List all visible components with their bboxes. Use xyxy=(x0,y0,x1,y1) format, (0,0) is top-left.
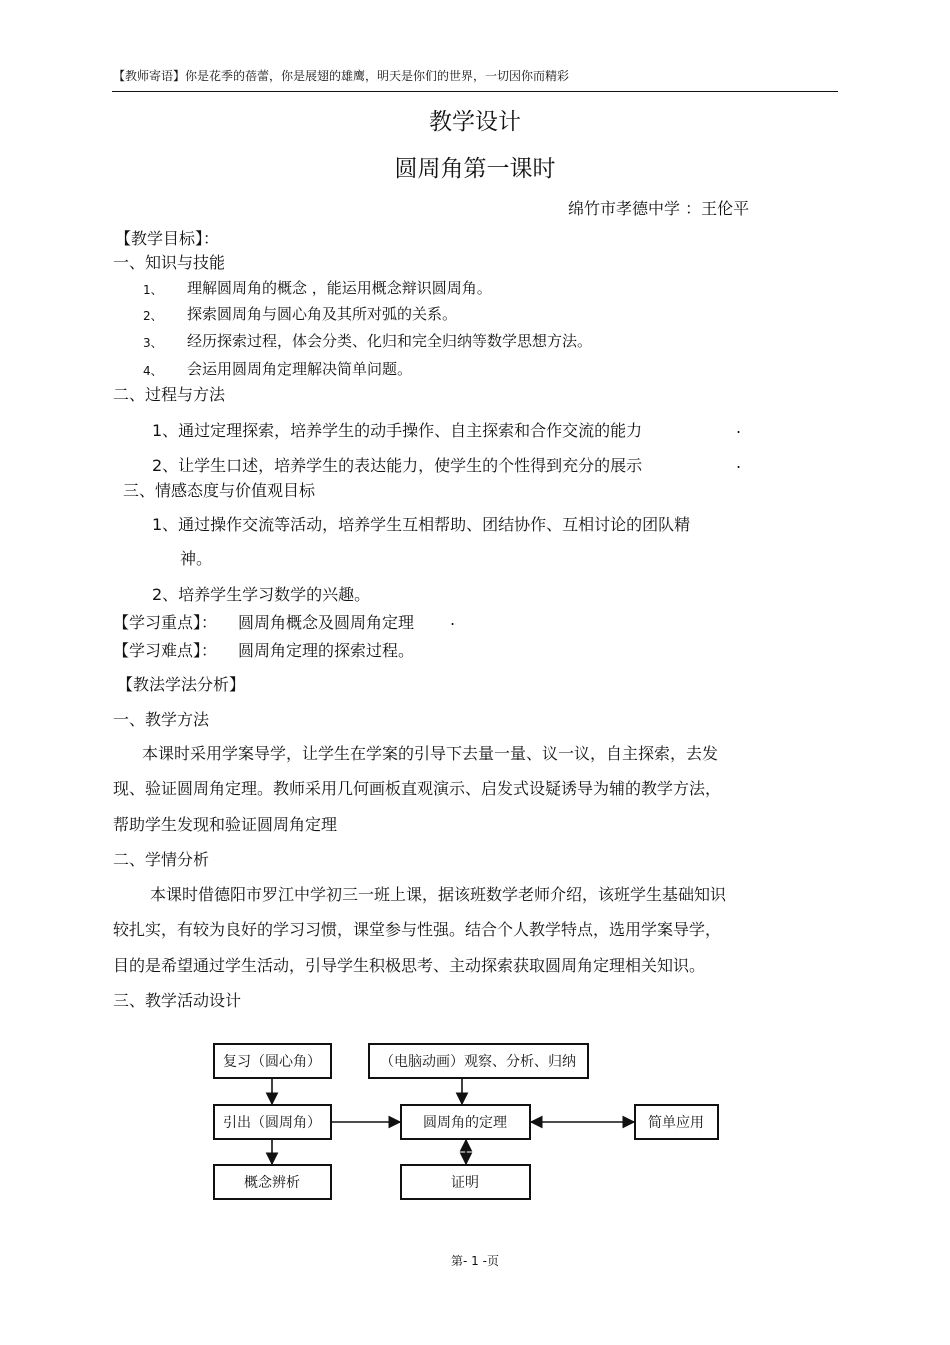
goals-section-3-title: 三、情感态度与价值观目标 xyxy=(123,481,316,500)
trailing-dot: . xyxy=(736,453,742,472)
goal-item-number: 3、 xyxy=(143,336,163,350)
flow-label-animation: （电脑动画）观察、分析、归纳 xyxy=(380,1054,576,1070)
goal-item-number: 2、 xyxy=(143,309,163,323)
attitude-item: 2、培养学生学习数学的兴趣。 xyxy=(152,585,371,604)
goal-item-text: 经历探索过程，体会分类、化归和完全归纳等数学思想方法。 xyxy=(187,332,593,350)
method-paragraph-line: 本课时采用学案导学，让学生在学案的引导下去量一量、议一议，自主探索，去发 xyxy=(142,744,719,763)
student-analysis-title: 二、学情分析 xyxy=(113,850,210,869)
difficulty-text: 圆周角定理的探索过程。 xyxy=(238,641,415,660)
flow-label-proof: 证明 xyxy=(451,1175,479,1191)
key-point-label: 【学习重点】： xyxy=(113,613,218,632)
flow-label-application: 简单应用 xyxy=(648,1115,704,1131)
author-line: 绵竹市孝德中学 ：王伦平 xyxy=(568,199,750,218)
trailing-dot: . xyxy=(736,418,742,437)
goal-item-text: 会运用圆周角定理解决简单问题。 xyxy=(187,360,413,378)
header-motto: 【教师寄语】你是花季的蓓蕾，你是展翅的雄鹰，明天是你们的世界，一切因你而精彩 xyxy=(113,69,570,83)
goal-item-text: 理解圆周角的概念 ，能运用概念辩识圆周角。 xyxy=(187,279,492,297)
method-title: 一、教学方法 xyxy=(113,710,210,729)
process-item: 1、通过定理探索，培养学生的动手操作、自主探索和合作交流的能力 xyxy=(152,421,643,440)
flow-label-theorem: 圆周角的定理 xyxy=(423,1115,507,1131)
method-paragraph-line: 帮助学生发现和验证圆周角定理 xyxy=(113,815,338,834)
page-number: 第- 1 -页 xyxy=(451,1254,499,1268)
goal-item-number: 1、 xyxy=(143,283,163,297)
attitude-item: 1、通过操作交流等活动，培养学生互相帮助、团结协作、互相讨论的团队精 xyxy=(152,515,691,534)
student-paragraph-line: 较扎实，有较为良好的学习习惯，课堂参与性强。结合个人教学特点，选用学案导学， xyxy=(113,920,722,939)
goals-section-2-title: 二、过程与方法 xyxy=(113,385,226,404)
document-subtitle: 圆周角第一课时 xyxy=(394,156,556,182)
process-item: 2、让学生口述，培养学生的表达能力，使学生的个性得到充分的展示 xyxy=(152,456,643,475)
flow-label-review: 复习（圆心角） xyxy=(223,1054,321,1070)
document-title: 教学设计 xyxy=(429,109,521,135)
flow-label-intro: 引出（圆周角） xyxy=(223,1115,321,1131)
student-paragraph-line: 目的是希望通过学生活动，引导学生积极思考、主动探索获取圆周角定理相关知识。 xyxy=(113,956,706,975)
goals-heading: 【教学目标】： xyxy=(115,229,220,248)
goal-item-text: 探索圆周角与圆心角及其所对弧的关系。 xyxy=(187,305,458,323)
goals-section-1-title: 一、知识与技能 xyxy=(113,253,226,272)
key-point-text: 圆周角概念及圆周角定理 xyxy=(238,613,415,632)
goal-item-number: 4、 xyxy=(143,364,163,378)
key-point-dot: . xyxy=(450,610,456,629)
analysis-heading: 【教法学法分析】 xyxy=(117,675,246,694)
flow-label-concept: 概念辨析 xyxy=(244,1175,300,1191)
method-paragraph-line: 现、验证圆周角定理。教师采用几何画板直观演示、启发式设疑诱导为辅的教学方法， xyxy=(113,779,722,798)
activity-design-title: 三、教学活动设计 xyxy=(113,991,242,1010)
difficulty-label: 【学习难点】： xyxy=(113,641,218,660)
attitude-item-continued: 神。 xyxy=(180,549,213,568)
student-paragraph-line: 本课时借德阳市罗江中学初三一班上课，据该班数学老师介绍，该班学生基础知识 xyxy=(150,885,727,904)
